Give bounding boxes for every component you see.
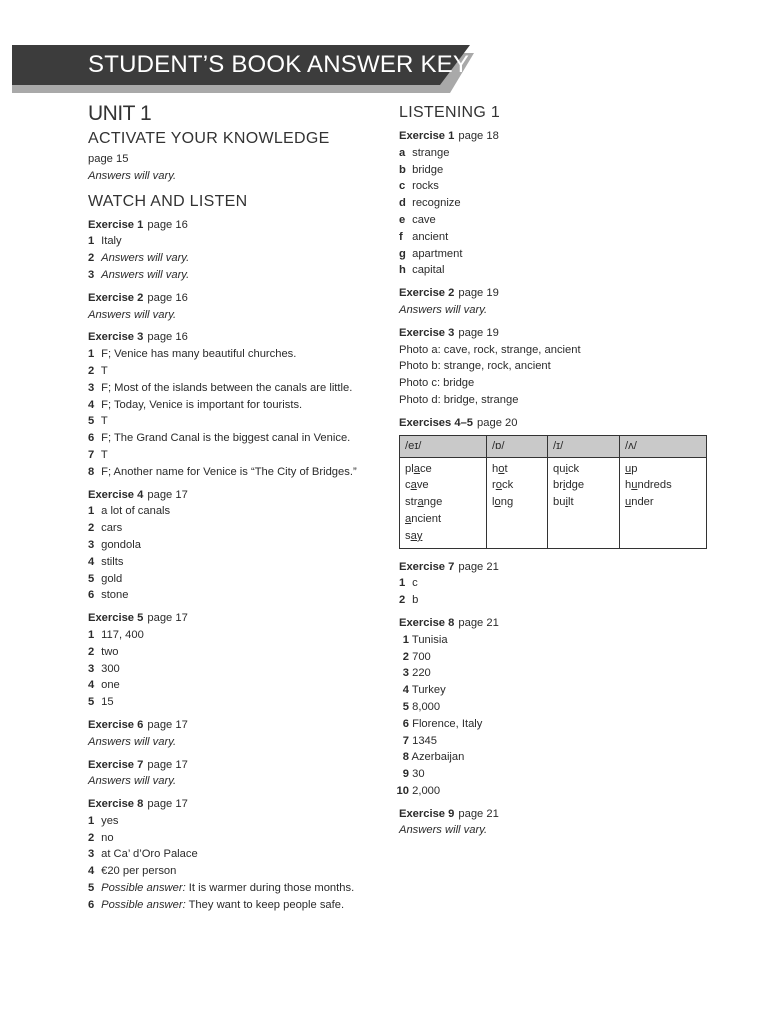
answer-text: bridge — [412, 163, 444, 176]
answer-number: 1 — [399, 577, 406, 590]
answer-text: They want to keep people safe. — [188, 898, 345, 911]
answer-number: 4 — [402, 684, 409, 697]
answer-text: 2,000 — [412, 784, 441, 797]
answer-number: 2 — [88, 522, 95, 535]
phoneme-word: built — [553, 496, 574, 509]
phoneme-header: /eɪ/ — [400, 435, 487, 457]
answer-item — [88, 880, 378, 897]
section-title-watch: WATCH AND LISTEN — [88, 192, 248, 210]
answer-number: 2 — [88, 831, 95, 844]
answer-number: 5 — [88, 415, 95, 428]
answer-text: F; Today, Venice is important for tourists. — [101, 398, 303, 411]
answer-number: 5 — [88, 572, 95, 585]
answer-item — [399, 145, 719, 162]
answer-text: stone — [101, 589, 129, 602]
activate-answer: Answers will vary. — [88, 169, 177, 182]
answer-number: 7 — [88, 448, 95, 461]
answer-text: one — [101, 679, 120, 692]
section-title-activate: ACTIVATE YOUR KNOWLEDGE — [88, 130, 330, 147]
answer-number: 7 — [402, 734, 409, 747]
answer-number: 8 — [88, 465, 95, 478]
answer-item — [88, 346, 378, 363]
answer-item — [399, 716, 719, 733]
answer-text: at Ca’ d’Oro Palace — [101, 848, 198, 861]
answer-item — [88, 363, 378, 380]
answer-item — [399, 682, 719, 699]
answer-item — [88, 250, 378, 267]
left-column — [88, 100, 378, 914]
exercise-5-answers — [88, 627, 378, 711]
answer-item — [88, 813, 378, 830]
exercise-1-answers — [88, 233, 378, 283]
answer-item — [396, 783, 719, 800]
answer-text: It is warmer during those months. — [188, 882, 355, 895]
answer-item — [88, 267, 378, 284]
phoneme-word: quick — [553, 462, 580, 475]
answer-number: 1 — [88, 348, 95, 361]
exercise-heading: Exercise 8 page 17 — [88, 798, 188, 811]
answer-item — [88, 694, 378, 711]
answer-item — [399, 665, 719, 682]
answer-text: T — [100, 415, 108, 428]
answer-item — [399, 632, 719, 649]
answer-number: f — [399, 230, 403, 243]
answer-text: cars — [101, 522, 123, 535]
answer-text: 220 — [412, 667, 431, 680]
banner-title: STUDENT’S BOOK ANSWER KEY — [88, 51, 470, 78]
answer-number: 3 — [88, 848, 95, 861]
answer-item — [88, 503, 378, 520]
answer-text: apartment — [412, 247, 463, 260]
answer-number: a — [399, 146, 406, 159]
phoneme-word: up — [625, 462, 638, 475]
answer-item — [399, 162, 719, 179]
answer-text: F; Most of the islands between the canals are little. — [101, 381, 353, 394]
phoneme-cell — [620, 457, 707, 548]
answer-number: 2 — [88, 645, 95, 658]
answer-number: 5 — [402, 700, 409, 713]
answer-text: F; The Grand Canal is the biggest canal in Venice. — [101, 432, 351, 445]
answer-item — [88, 863, 378, 880]
section-title-listening: LISTENING 1 — [399, 104, 501, 121]
answer-item: Photo d: bridge, strange — [399, 393, 519, 406]
phoneme-word: say — [405, 529, 423, 542]
answer-number: 3 — [88, 268, 95, 281]
listening-exercise-1-answers — [399, 145, 719, 279]
answer-number: 3 — [402, 667, 409, 680]
answer-text: €20 per person — [101, 865, 177, 878]
answer-number: 4 — [88, 865, 95, 878]
exercise-answer: Answers will vary. — [399, 303, 488, 316]
exercise-heading: Exercise 2 page 19 — [399, 287, 499, 300]
answer-text: F; Another name for Venice is “The City of Bridges.” — [101, 465, 357, 478]
answer-text: two — [101, 645, 119, 658]
answer-item — [399, 592, 719, 609]
answer-item — [399, 178, 719, 195]
answer-number: e — [399, 213, 406, 226]
answer-number: 2 — [88, 364, 95, 377]
answer-item — [88, 677, 378, 694]
answer-number: 10 — [396, 784, 409, 797]
phoneme-word: hundreds — [625, 479, 672, 492]
answer-number: b — [399, 163, 406, 176]
answer-item — [88, 644, 378, 661]
right-column — [396, 100, 719, 839]
phoneme-word: place — [405, 462, 432, 475]
answer-text: no — [101, 831, 114, 844]
answer-text: gondola — [101, 538, 141, 551]
phoneme-word: bridge — [553, 479, 585, 492]
answer-text: Answers will vary. — [101, 252, 190, 265]
answer-text: 8,000 — [412, 700, 441, 713]
phoneme-cell — [487, 457, 548, 548]
answer-text: strange — [412, 146, 450, 159]
answer-number: h — [399, 264, 406, 277]
answer-text: yes — [101, 814, 119, 827]
answer-text: 117, 400 — [101, 628, 144, 641]
answer-item — [399, 262, 719, 279]
answer-text: 300 — [101, 662, 120, 675]
answer-text: gold — [101, 572, 123, 585]
answer-text: 15 — [101, 696, 114, 709]
answer-text: ancient — [412, 230, 449, 243]
exercise-heading: Exercise 3 page 16 — [88, 331, 188, 344]
listening-exercise-7-answers — [399, 575, 719, 609]
answer-item: Photo c: bridge — [399, 377, 475, 390]
answer-item — [399, 229, 719, 246]
phoneme-word: hot — [492, 462, 508, 475]
exercise-answer: Answers will vary. — [88, 308, 177, 321]
answer-item — [399, 733, 719, 750]
answer-text: b — [412, 594, 419, 607]
answer-item — [88, 897, 378, 914]
answer-number: 6 — [402, 717, 409, 730]
answer-item — [88, 447, 378, 464]
answer-number: d — [399, 197, 406, 210]
phoneme-header: /ʌ/ — [620, 435, 707, 457]
answer-item — [88, 397, 378, 414]
answer-item — [399, 766, 719, 783]
answer-number: c — [399, 180, 406, 193]
answer-item — [88, 380, 378, 397]
answer-text: Italy — [101, 235, 122, 248]
answer-number: 3 — [88, 538, 95, 551]
answer-item — [88, 661, 378, 678]
answer-number: 6 — [88, 589, 95, 602]
answer-item: Photo b: strange, rock, ancient — [399, 360, 551, 373]
exercise-4-answers — [88, 503, 378, 604]
answer-text: F; Venice has many beautiful churches. — [101, 348, 297, 361]
phoneme-word: under — [625, 496, 654, 509]
unit-title: UNIT 1 — [88, 102, 152, 125]
answer-text: Tunisia — [411, 633, 448, 646]
answer-item — [399, 699, 719, 716]
answer-number: g — [399, 247, 406, 260]
exercise-heading: Exercises 4–5 page 20 — [399, 416, 518, 429]
phoneme-word: rock — [492, 479, 514, 492]
answer-number: 2 — [399, 594, 406, 607]
exercise-heading: Exercise 5 page 17 — [88, 612, 188, 625]
answer-number: 1 — [88, 814, 95, 827]
answer-number: 6 — [88, 432, 95, 445]
header-banner — [12, 45, 480, 93]
answer-number: 5 — [88, 696, 95, 709]
answer-number: 6 — [88, 898, 95, 911]
answer-text: T — [100, 448, 108, 461]
answer-text: a lot of canals — [101, 505, 171, 518]
answer-item — [399, 649, 719, 666]
exercise-heading: Exercise 7 page 21 — [399, 560, 499, 573]
phoneme-cell — [400, 457, 487, 548]
answer-text: 1345 — [412, 734, 437, 747]
answer-number: 3 — [88, 662, 95, 675]
answer-text: 30 — [412, 768, 425, 781]
answer-prefix: Possible answer: — [101, 882, 186, 895]
answer-number: 2 — [402, 650, 409, 663]
answer-text: 700 — [412, 650, 431, 663]
exercise-heading: Exercise 3 page 19 — [399, 326, 499, 339]
listening-exercise-3-answers — [399, 342, 719, 409]
answer-text: Turkey — [411, 684, 446, 697]
answer-text: Florence, Italy — [412, 717, 483, 730]
exercise-heading: Exercise 7 page 17 — [88, 758, 188, 771]
answer-number: 9 — [402, 768, 409, 781]
listening-exercise-8-answers — [396, 632, 719, 800]
answer-text: rocks — [412, 180, 439, 193]
answer-item — [88, 537, 378, 554]
answer-number: 5 — [88, 882, 95, 895]
answer-item — [88, 830, 378, 847]
exercise-heading: Exercise 6 page 17 — [88, 718, 188, 731]
exercise-answer: Answers will vary. — [399, 824, 488, 837]
answer-text: recognize — [412, 197, 461, 210]
answer-number: 1 — [88, 628, 95, 641]
exercise-heading: Exercise 2 page 16 — [88, 291, 188, 304]
answer-item — [88, 413, 378, 430]
answer-item: Photo a: cave, rock, strange, ancient — [399, 343, 581, 356]
exercise-heading: Exercise 1 page 16 — [88, 218, 188, 231]
answer-text: T — [100, 364, 108, 377]
exercise-3-answers — [88, 346, 378, 480]
answer-number: 8 — [402, 751, 409, 764]
answer-item — [399, 575, 719, 592]
answer-number: 4 — [88, 679, 95, 692]
answer-text: c — [412, 577, 418, 590]
answer-prefix: Possible answer: — [101, 898, 186, 911]
answer-text: cave — [412, 213, 436, 226]
answer-number: 1 — [88, 505, 95, 518]
phoneme-table — [399, 435, 707, 549]
answer-number: 4 — [88, 555, 95, 568]
activate-page: page 15 — [88, 153, 129, 165]
answer-item — [88, 587, 378, 604]
exercise-answer: Answers will vary. — [88, 775, 177, 788]
phoneme-header: /ɪ/ — [548, 435, 620, 457]
answer-number: 2 — [88, 252, 95, 265]
answer-item — [88, 571, 378, 588]
answer-item — [399, 749, 719, 766]
answer-number: 3 — [88, 381, 95, 394]
exercise-answer: Answers will vary. — [88, 735, 177, 748]
answer-item — [88, 430, 378, 447]
answer-item — [399, 212, 719, 229]
exercise-heading: Exercise 4 page 17 — [88, 488, 188, 501]
answer-number: 1 — [88, 235, 95, 248]
exercise-heading: Exercise 9 page 21 — [399, 807, 499, 820]
answer-text: stilts — [101, 555, 124, 568]
answer-item — [88, 464, 378, 481]
phoneme-word: strange — [405, 496, 443, 509]
answer-item — [88, 627, 378, 644]
exercise-heading: Exercise 1 page 18 — [399, 130, 499, 142]
phoneme-word: ancient — [405, 512, 442, 525]
answer-item — [88, 233, 378, 250]
answer-item — [399, 195, 719, 212]
answer-item — [88, 554, 378, 571]
answer-text: Azerbaijan — [411, 751, 465, 764]
phoneme-cell — [548, 457, 620, 548]
answer-text: Answers will vary. — [101, 268, 190, 281]
answer-number: 1 — [402, 633, 409, 646]
answer-item — [399, 246, 719, 263]
phoneme-word: cave — [405, 479, 429, 492]
answer-item — [88, 846, 378, 863]
phoneme-word: long — [492, 496, 514, 509]
phoneme-header: /ɒ/ — [487, 435, 548, 457]
answer-item — [88, 520, 378, 537]
exercise-8-answers — [88, 813, 378, 914]
answer-number: 4 — [88, 398, 95, 411]
answer-text: capital — [412, 264, 445, 277]
exercise-heading: Exercise 8 page 21 — [399, 616, 499, 629]
